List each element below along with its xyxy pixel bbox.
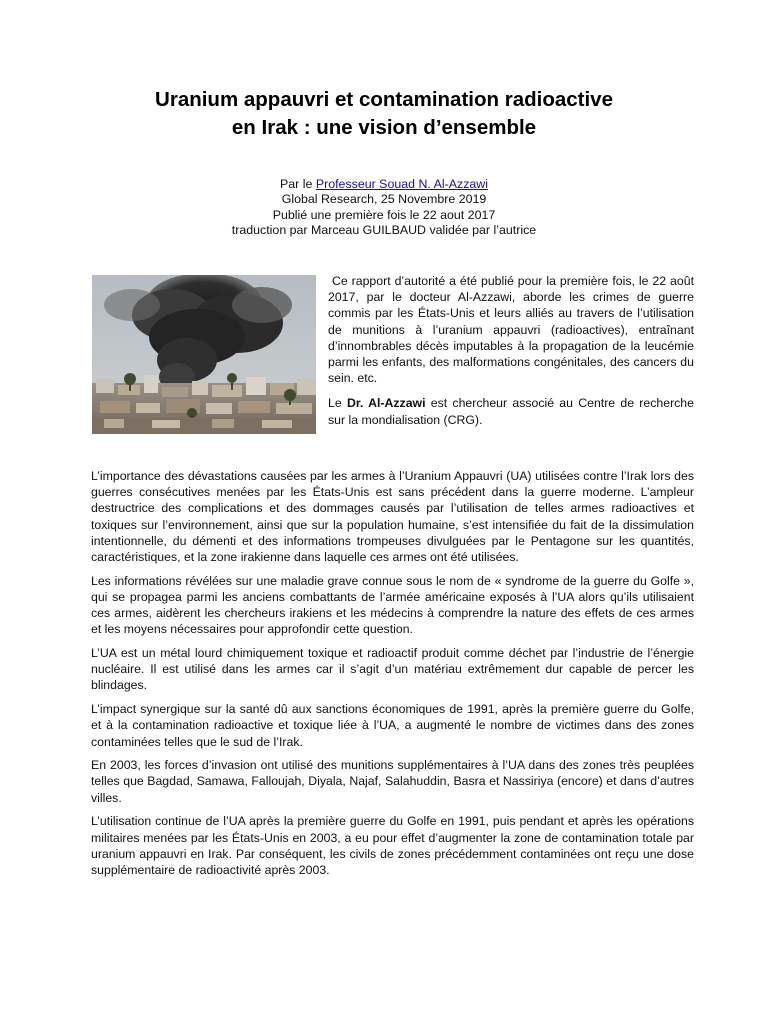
author-note-before: Le xyxy=(328,396,342,411)
intro-paragraph xyxy=(328,273,694,386)
byline-source: Global Research, 25 Novembre 2019 xyxy=(281,192,487,207)
body-paragraph: L’impact synergique sur la santé dû aux sanctions économiques de 1991, après la première guerre du Golfe, et à la contamination radioactive et toxique liée à l’UA, a augmenté le nombre de victimes dans des zones contaminées telles que le sud de l’Irak. xyxy=(91,702,694,749)
byline-first-published: Publié une première fois le 22 aout 2017 xyxy=(272,207,496,222)
body-paragraph: L’utilisation continue de l’UA après la première guerre du Golfe en 1991, puis pendant et après les opérations militaires menées par les États-Unis en 2003, a eu pour effet d’augmenter la zone de contamination totale par uranium appauvri en Irak. Par conséquent, les civils de zones précédemment contaminées ont reçu une dose supplémentaire de radioactivité après 2003. xyxy=(91,814,694,877)
author-note xyxy=(328,395,694,427)
byline-prefix: Par le xyxy=(280,177,313,191)
byline xyxy=(150,177,618,239)
intro-block xyxy=(328,273,694,428)
author-name-bold: Dr. Al-Azzawi xyxy=(346,396,426,411)
author-link[interactable]: Professeur Souad N. Al-Azzawi xyxy=(315,177,488,191)
article-photo xyxy=(92,275,316,434)
body-paragraph: L’importance des dévastations causées par les armes à l’Uranium Appauvri (UA) utilisées contre l’Irak lors des guerres consécutives menées par les États-Unis est sans précédent dans la guerre moderne. L’ampleur destructrice des complications et des dommages causés par l’utilisation de telles armes radioactives et toxiques sur l’environnement, ainsi que sur la population humaine, s’est intensifiée du fait de la dissimulation intentionnelle, du démenti et des informations trompeuses divulguées par le Pentagone sur les quantités, caractéristiques, et la zone irakienne dans laquelle ces armes ont été utilisées. xyxy=(91,469,694,565)
article-body xyxy=(91,468,694,886)
byline-author-line xyxy=(150,177,618,192)
intro-paragraph-text: Ce rapport d’autorité a été publié pour la première fois, le 22 août 2017, par le docteur Al-Azzawi, aborde les crimes de guerre commis par les États-Unis et leurs alliés au travers de l’utilisation de munitions à l’uranium appauvri (radioactives), entraînant d’innombrables décès imputables à la propagation de la leucémie parmi les enfants, des malformations congénitales, des cancers du sein. etc. xyxy=(328,274,694,386)
body-paragraph: Les informations révélées sur une maladie grave connue sous le nom de « syndrome de la guerre du Golfe », qui se propagea parmi les anciens combattants de l’armée américaine exposés à l’UA alors qu’ils utilisaient ces armes, aidèrent les chercheurs irakiens et les médecins à comprendre la nature des effets de ces armes et les moyens nécessaires pour approfondir cette question. xyxy=(91,573,694,637)
byline-translation: traduction par Marceau GUILBAUD validée par l’autrice xyxy=(231,223,537,238)
article-title: Uranium appauvri et contamination radioactive en Irak : une vision d’ensemble xyxy=(155,88,613,139)
body-paragraph: En 2003, les forces d’invasion ont utilisé des munitions supplémentaires à l’UA dans des zones très peuplées telles que Bagdad, Samawa, Falloujah, Diyala, Najaf, Salahuddin, Basra et Nassiriya (encore) et dans d’autres villes. xyxy=(91,758,694,805)
author-note-after: est chercheur associé au Centre de recherche sur la mondialisation (CRG). xyxy=(328,396,694,427)
body-paragraph: L’UA est un métal lourd chimiquement toxique et radioactif produit comme déchet par l’industrie de l’énergie nucléaire. Il est utilisé dans les armes car il s’agit d’un matériau extrêmement dur capable de percer les blindages. xyxy=(91,646,694,693)
